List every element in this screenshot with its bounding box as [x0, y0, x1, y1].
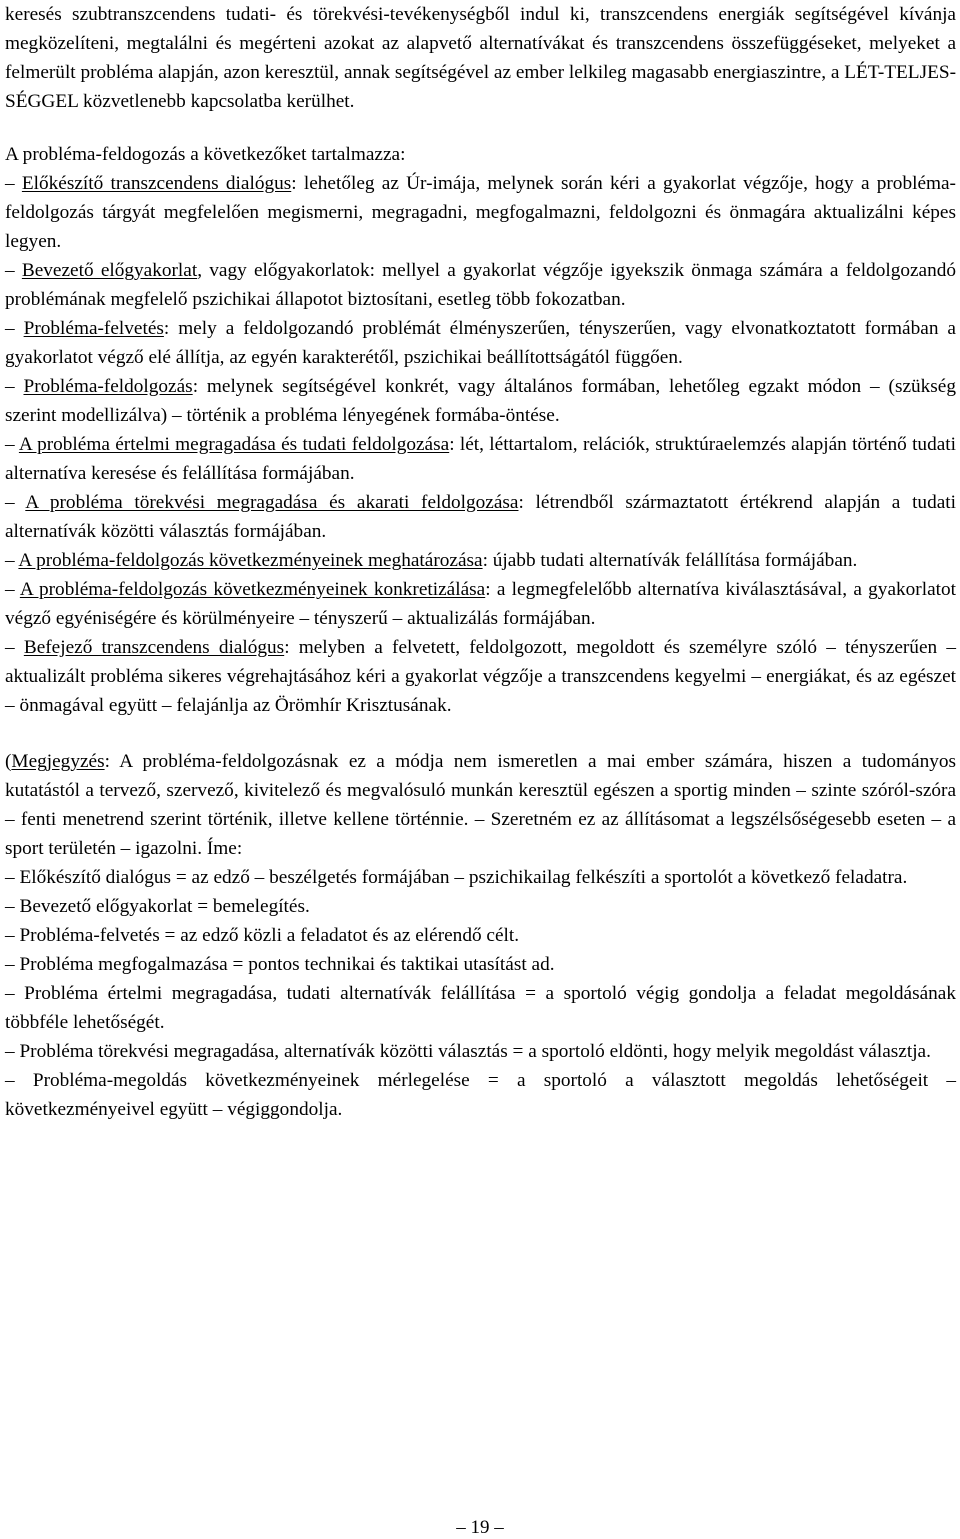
note-text: : A probléma-feldolgozásnak ez a módja nem ismeretlen a mai ember számára, hiszen a tudományos kutatástól a tervező, szervező, kivitelező és megvalósuló munkán keresztül egészen a sportig minden – szinte szóról-szóra – fenti menetrend szerint történik, illetve kellene történnie. – Szeretném ez az állításomat a legszélsőségesebb eseten – a sport területén – igazolni. Íme: — [5, 751, 956, 859]
list-dash: – — [5, 579, 20, 600]
note-line: – Probléma értelmi megragadása, tudati alternatívák felállítása = a sportoló végig gondolja a feladat megoldásának többféle lehetőségét. — [5, 983, 956, 1033]
list-item-text: : mely a feldolgozandó problémát élményszerűen, tényszerűen, vagy elvonatkoztatott formában a gyakorlatot végző elé állítja, az egyén karakterétől, pszichikai beállítottságától függően. — [5, 318, 956, 368]
note-term: Megjegyzés — [11, 751, 105, 772]
list-dash: – — [5, 173, 22, 194]
list-dash: – — [5, 550, 19, 571]
page-number: – 19 – — [456, 1517, 504, 1538]
list-item — [5, 169, 956, 256]
list-item-term: A probléma törekvési megragadása és akarati feldolgozása — [25, 492, 519, 513]
list-item-term: A probléma-feldolgozás következményeinek konkretizálása — [19, 579, 486, 600]
list-item-text: : lehetőleg az Úr-imája, melynek során kéri a gyakorlat végzője, hogy a probléma-feldolgozás tárgyát megfelelően megismerni, megragadni, megfogalmazni, feldolgozni és önmagára aktualizálni képes legyen. — [5, 173, 956, 252]
list-heading: A probléma-feldogozás a következőket tartalmazza: — [5, 144, 406, 165]
list-item — [5, 256, 956, 314]
note-line: – Probléma megfogalmazása = pontos technikai és taktikai utasítást ad. — [5, 954, 555, 975]
note-line: – Probléma-felvetés = az edző közli a feladatot és az elérendő célt. — [5, 925, 520, 946]
note-line: – Probléma-megoldás következményeinek mérlegelése = a sportoló a választott megoldás lehetőségeit – következményeivel együtt – végiggondolja. — [5, 1070, 956, 1120]
processing-steps-list — [5, 169, 956, 720]
list-item-text: : újabb tudati alternatívák felállítása formájában. — [482, 550, 858, 571]
list-item-term: Előkészítő transzcendens dialógus — [21, 173, 292, 194]
list-item — [5, 430, 956, 488]
list-item-text: : melyben a felvetett, feldolgozott, megoldott és személyre szóló – tényszerűen – aktualizált probléma sikeres végrehajtásához kéri a gyakorlat végzője a transzcendens kegyelmi – energiákat, és az egészet – önmagával együtt – felajánlja az Örömhír Krisztusának. — [5, 637, 956, 716]
list-dash: – — [5, 434, 19, 455]
list-item-term: Probléma-felvetés — [23, 318, 164, 339]
list-item-text: : a legmegfelelőbb alternatíva kiválasztásával, a gyakorlatot végző egyéniségére és körülményeire – tényszerű – aktualizálás formájában. — [5, 579, 956, 629]
list-item — [5, 372, 956, 430]
list-item-text: , vagy előgyakorlatok: mellyel a gyakorlat végzője igyekszik önmaga számára a feldolgozandó problémának megfelelő pszichikai állapotot biztosítani, esetleg több fokozatban. — [5, 260, 957, 310]
list-item-term: A probléma-feldolgozás következményeinek meghatározása — [18, 550, 483, 571]
list-item-term: Befejező transzcendens dialógus — [23, 637, 285, 658]
note-line: – Bevezető előgyakorlat = bemelegítés. — [5, 896, 310, 917]
note-open-paren: ( — [5, 751, 12, 772]
list-item-term: Bevezető előgyakorlat — [21, 260, 198, 281]
list-item-text: : lét, léttartalom, relációk, struktúraelemzés alapján történő tudati alternatíva keresése és felállítása formájában. — [5, 434, 956, 484]
list-item-text: : melynek segítségével konkrét, vagy általános formában, lehetőleg egzakt módon – (szükség szerint modellizálva) – történik a probléma lényegének formába-öntése. — [5, 376, 956, 426]
note-line: – Előkészítő dialógus = az edző – beszélgetés formájában – pszichikailag felkészíti a sportolót a következő feladatra. — [5, 867, 908, 888]
note-paragraph — [5, 747, 956, 863]
list-item-term: A probléma értelmi megragadása és tudati feldolgozása — [18, 434, 450, 455]
list-dash: – — [5, 637, 24, 658]
list-item — [5, 488, 956, 546]
intro-paragraph: keresés szubtranszcendens tudati- és törekvési-tevékenységből indul ki, transzcendens energiák segítségével kívánja megközelíteni, megtalálni és megérteni azokat az alapvető alternatívákat és transzcendens összefüggéseket, melyeket a felmerült probléma alapján, azon keresztül, annak segítségével az ember lelkileg magasabb energiaszintre, a LÉT-TELJES-SÉGGEL közvetlenebb kapcsolatba kerülhet. — [5, 4, 956, 112]
note-block — [5, 747, 956, 1124]
list-item — [5, 314, 956, 372]
list-item-text: : létrendből származtatott értékrend alapján a tudati alternatívák közötti választás formájában. — [5, 492, 956, 542]
list-dash: – — [5, 318, 24, 339]
list-dash: – — [5, 260, 22, 281]
list-dash: – — [5, 376, 24, 397]
list-item — [5, 575, 956, 633]
list-item — [5, 633, 956, 720]
list-dash: – — [5, 492, 26, 513]
list-item-term: Probléma-feldolgozás — [23, 376, 193, 397]
list-item — [5, 546, 956, 575]
note-line: – Probléma törekvési megragadása, alternatívák közötti választás = a sportoló eldönti, hogy melyik megoldást választja. — [5, 1041, 931, 1062]
document-page — [5, 0, 956, 1124]
